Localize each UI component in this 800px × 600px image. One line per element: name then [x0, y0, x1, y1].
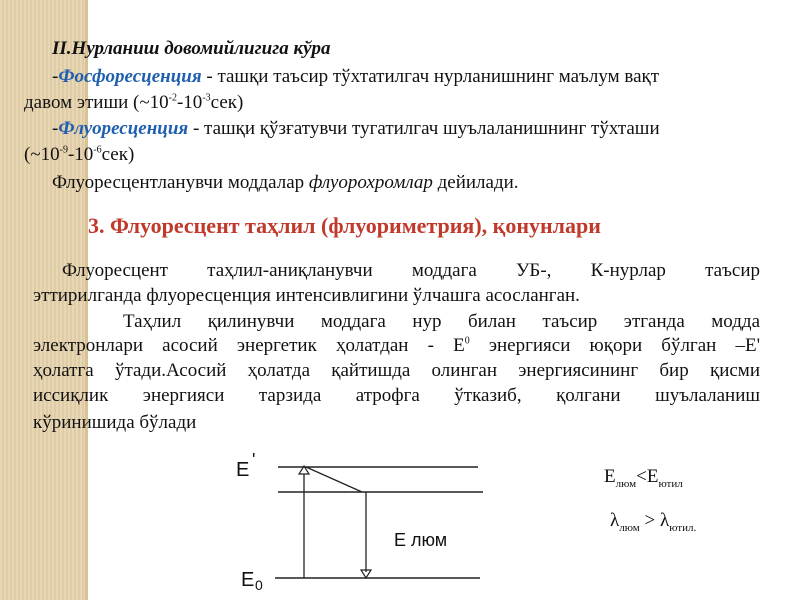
label-ground-sub: 0 — [255, 577, 263, 593]
fluorochrome-term: флуорохромлар — [308, 172, 433, 193]
label-excited-prime: ' — [252, 450, 256, 470]
para2-sup0: 0 — [464, 335, 470, 347]
fluorescence-term: Флуоресценция — [58, 118, 189, 139]
label-ground-E: E — [241, 569, 255, 591]
phos-definition: - ташқи таъсир тўхтатилгач нурланишнинг маълум вақт — [201, 66, 660, 87]
phos-dash: - — [52, 66, 59, 87]
fluor-duration-mid: -10 — [67, 144, 94, 165]
phos-unit: сек) — [210, 92, 244, 113]
phos-exp1: -2 — [168, 92, 177, 104]
phosphorescence-term: Фосфоресценция — [58, 66, 202, 87]
energy-inequality — [604, 466, 683, 488]
para1-line1: Флуоресцент таҳлил-аниқланувчи моддага УБ-, К-нурлар таъсир — [62, 260, 760, 281]
para2-excited-text: энергияси юқори бўлган –Е' — [488, 335, 760, 356]
relaxation-arrow — [306, 467, 362, 492]
f2-op: > λ — [639, 510, 670, 531]
f1-op: <E — [636, 466, 659, 487]
phos-exp2: -3 — [202, 92, 211, 104]
f1-E: E — [604, 466, 616, 487]
para2-line4: иссиқлик энергияси тарзида атрофга ўтказиб, қолгани шуълаланиш — [33, 385, 760, 406]
label-excited-E: E — [236, 459, 250, 481]
fluorochrome-text-a: Флуоресцентланувчи моддалар — [52, 172, 309, 193]
fluor-exp1: -9 — [59, 144, 68, 156]
fluor-unit: сек) — [101, 144, 135, 165]
phos-duration-mid: -10 — [176, 92, 203, 113]
para2-line1: Таҳлил қилинувчи моддага нур билан таъсир этганда модда — [123, 311, 760, 332]
f2-lambda: λ — [610, 510, 620, 531]
f2-sub-lum: люм — [619, 521, 640, 534]
fluor-exp2: -6 — [93, 144, 102, 156]
wavelength-inequality — [610, 510, 696, 532]
para2-ground-text: электронлари асосий энергетик ҳолатдан - Е — [33, 335, 465, 356]
para2-line3: ҳолатга ўтади.Асосий ҳолатда қайтишда олинган энергиясининг бир қисми — [33, 360, 760, 381]
section3-title: 3. Флуоресцент таҳлил (флуориметрия), қонунлари — [88, 213, 601, 238]
label-e-lum: E люм — [394, 530, 448, 550]
phos-duration-a: давом этиши (~10 — [24, 92, 169, 113]
fluor-dash: - — [52, 118, 59, 139]
fluorochrome-text-b: дейилади. — [432, 172, 519, 193]
fluor-definition: - ташқи қўзғатувчи тугатилгач шуълаланишнинг тўхташи — [188, 118, 660, 139]
f1-sub-lum: люм — [615, 477, 637, 490]
fluor-duration-a: (~10 — [24, 144, 60, 165]
para2-line5: кўринишида бўлади — [33, 412, 197, 433]
para1-line2: эттирилганда флуоресценция интенсивлигини ўлчашга асосланган. — [33, 285, 580, 306]
section2-heading: II.Нурланиш довомийлигига кўра — [52, 38, 331, 59]
f1-sub-absorb: ютил — [658, 477, 683, 490]
f2-sub-absorb: ютил. — [669, 521, 697, 534]
